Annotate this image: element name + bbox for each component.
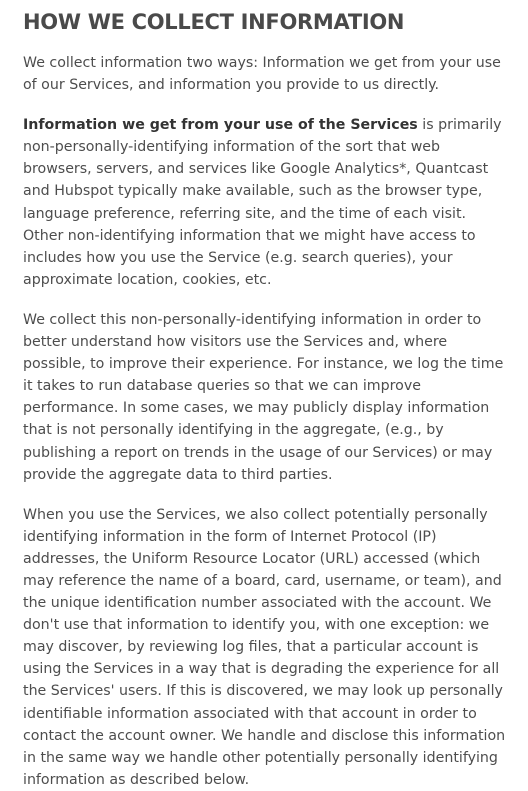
intro-paragraph: We collect information two ways: Information we get from your use of our Services, and information you provide to us directly. [23,55,501,94]
use-info-paragraph [23,114,510,291]
use-info-lead: Information we get from your use of the Services [23,117,418,134]
ip-info-paragraph: When you use the Services, we also collect potentially personally identifying information in the form of Internet Protocol (IP) addresses, the Uniform Resource Locator (URL) accessed (which may reference the name of a board, card, username, or team), and the unique identification number associated with the account. We don't use that information to identify you, with one exception: we may discover, by reviewing log files, that a particular account is using the Services in a way that is degrading the experience for all the Services' users. If this is discovered, we may look up personally identifiable information associated with that account in order to contact the account owner. We handle and disclose this information in the same way we handle other potentially personally identifying information as described below. [23,506,506,788]
use-info-body: is primarily non-personally-identifying information of the sort that web browsers, servers, and services like Google Analytics*, Quantcast and Hubspot typically make available, such as the browser type, language preference, referring site, and the time of each visit. Other non-identifying information that we might have access to includes how you use the Service (e.g. search queries), your approximate location, cookies, etc. [23,117,502,288]
purpose-paragraph: We collect this non-personally-identifying information in order to better understand how visitors use the Services and, where possible, to improve their experience. For instance, we log the time it takes to run database queries so that we can improve performance. In some cases, we may publicly display information that is not personally identifying in the aggregate, (e.g., by publishing a report on trends in the usage of our Services) or may provide the aggregate data to third parties. [23,311,504,483]
section-title: HOW WE COLLECT INFORMATION [23,10,405,34]
